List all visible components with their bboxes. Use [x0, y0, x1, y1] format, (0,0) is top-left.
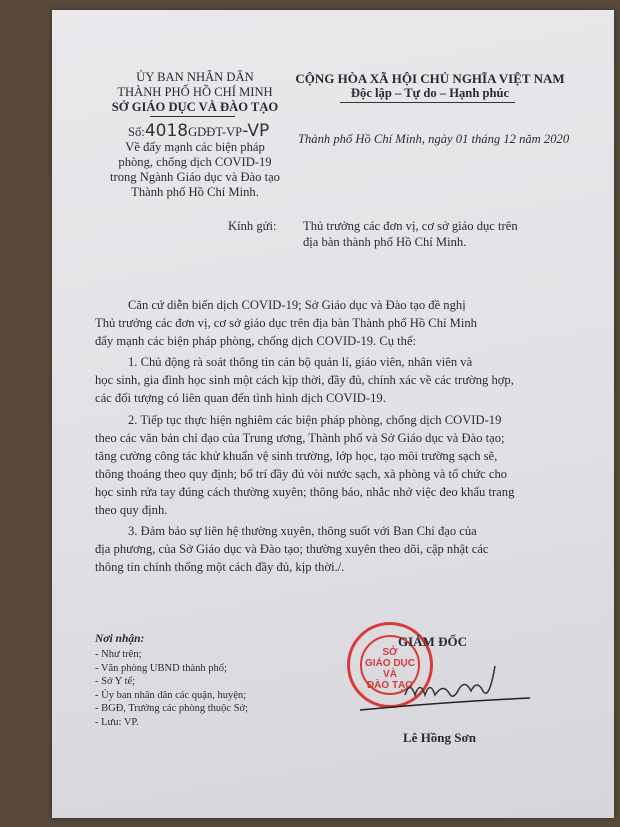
body-line: Căn cứ diễn biến dịch COVID-19; Sở Giáo dục và Đào tạo đề nghị — [128, 298, 466, 312]
national-motto: Độc lập – Tự do – Hạnh phúc — [350, 86, 510, 100]
body-line: đẩy mạnh các biện pháp phòng, chống dịch COVID-19. Cụ thể: — [95, 334, 417, 348]
receiver-item: - Văn phòng UBND thành phố; — [95, 662, 227, 674]
recipient-line: địa bàn thành phố Hồ Chí Minh. — [303, 235, 467, 249]
document-number: Số:4018GDĐT-VP-VP — [128, 121, 270, 141]
body-line: Thủ trưởng các đơn vị, cơ sở giáo dục trên địa bàn Thành phố Hồ Chí Minh — [95, 316, 477, 330]
recipient-line: Thủ trưởng các đơn vị, cơ sở giáo dục trên — [303, 219, 518, 233]
official-stamp: SỞ GIÁO DỤC VÀ ĐÀO TẠO — [347, 622, 433, 708]
subject-line: phòng, chống dịch COVID-19 — [118, 155, 272, 169]
body-line: địa phương, của Sở Giáo dục và Đào tạo; thường xuyên theo dõi, cập nhật các — [95, 542, 489, 556]
national-title: CỘNG HÒA XÃ HỘI CHỦ NGHĨA VIỆT NAM — [295, 71, 565, 86]
agency-line1: ỦY BAN NHÂN DÂN — [136, 70, 254, 84]
body-line: học sinh rửa tay đúng cách thường xuyên; thông báo, nhắc nhở việc đeo khẩu trang — [95, 485, 515, 499]
recipient-label: Kính gửi: — [228, 219, 277, 233]
receiver-item: - Lưu: VP. — [95, 716, 139, 728]
body-line: thông thoáng theo quy định; bố trí đầy đủ vòi nước sạch, xà phòng và tổ chức cho — [95, 467, 508, 481]
agency-line2: THÀNH PHỐ HỒ CHÍ MINH — [117, 85, 273, 99]
body-line: theo các văn bản chỉ đạo của Trung ương, Thành phố và Sở Giáo dục và Đào tạo; — [95, 431, 505, 445]
body-line: 3. Đảm bảo sự liên hệ thường xuyên, thông suốt với Ban Chỉ đạo của — [128, 524, 477, 538]
receiver-item: - Ủy ban nhân dân các quận, huyện; — [95, 689, 247, 701]
signature — [355, 650, 535, 720]
receivers-label: Nơi nhận: — [95, 633, 145, 645]
receiver-item: - Sở Y tế; — [95, 676, 136, 687]
agency-line3: SỞ GIÁO DỤC VÀ ĐÀO TẠO — [111, 100, 279, 114]
body-line: theo quy định. — [95, 503, 168, 517]
body-line: thông tin chính thống một cách đầy đủ, kịp thời./. — [95, 560, 345, 574]
receiver-item: - Như trên; — [95, 649, 142, 660]
body-line: tăng cường công tác khử khuẩn vệ sinh trường, lớp học, tạo môi trường sạch sẽ, — [95, 449, 498, 463]
signer-name: Lê Hồng Sơn — [403, 730, 476, 745]
body-line: học sinh, gia đình học sinh một cách kịp thời, đầy đủ, chính xác về các trường hợp, — [95, 373, 514, 387]
body-line: 2. Tiếp tục thực hiện nghiêm các biện pháp phòng, chống dịch COVID-19 — [128, 413, 502, 427]
subject-line: Về đẩy mạnh các biện pháp — [125, 140, 265, 154]
subject-line: trong Ngành Giáo dục và Đào tạo — [110, 170, 280, 184]
body-line: các đối tượng có liên quan đến tình hình dịch COVID-19. — [95, 391, 386, 405]
body-line: 1. Chủ động rà soát thông tin cán bộ quản lí, giáo viên, nhân viên và — [128, 355, 473, 369]
signer-title: GIÁM ĐỐC — [398, 634, 467, 649]
document-date: Thành phố Hồ Chí Minh, ngày 01 tháng 12 năm 2020 — [298, 132, 570, 146]
subject-line: Thành phố Hồ Chí Minh. — [131, 185, 259, 199]
receiver-item: - BGĐ, Trưởng các phòng thuộc Sở; — [95, 703, 249, 714]
